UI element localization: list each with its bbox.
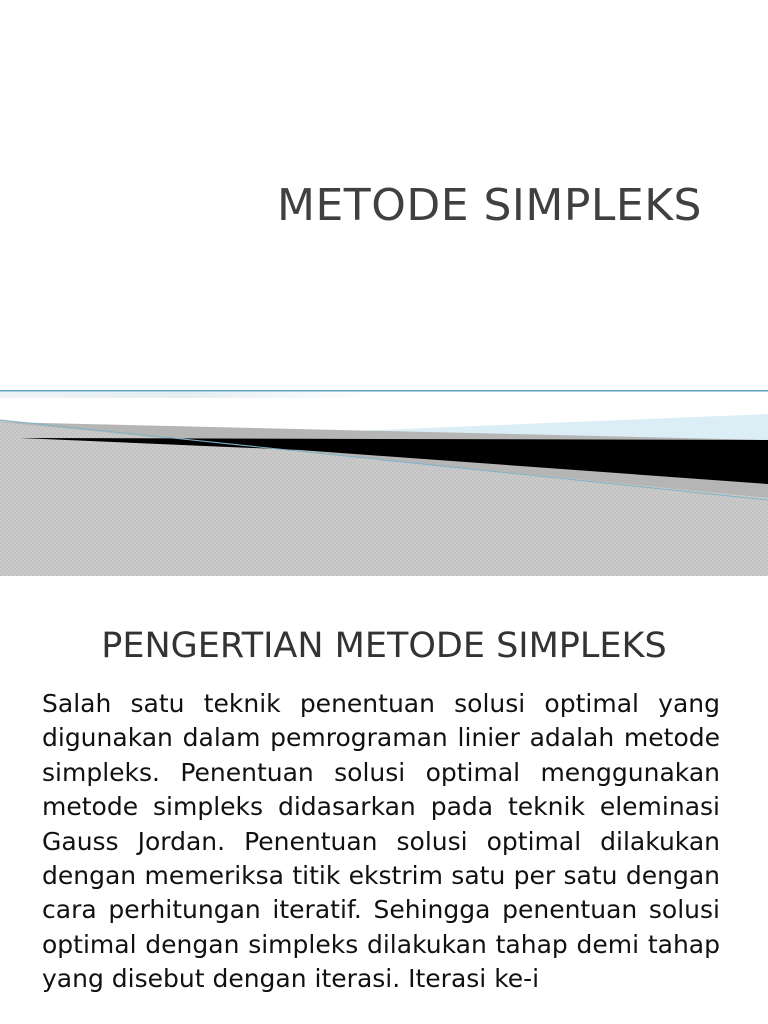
content-slide	[0, 576, 768, 1024]
accent-top-line	[0, 390, 768, 392]
accent-fade-strip	[0, 392, 380, 398]
slide-heading: PENGERTIAN METODE SIMPLEKS	[101, 626, 667, 666]
slide-title: METODE SIMPLEKS	[277, 180, 702, 231]
slide-body-text: Salah satu teknik penentuan solusi optimal yang digunakan dalam pemrograman linier adalah metode simpleks. Penentuan solusi optimal menggunakan metode simpleks didasarkan pada teknik eleminasi Gauss Jordan. Penentuan solusi optimal dilakukan dengan memeriksa titik ekstrim satu per satu dengan cara perhitungan iteratif. Sehingga penentuan solusi optimal dengan simpleks dilakukan tahap demi tahap yang disebut dengan iterasi. Iterasi ke-i	[42, 689, 720, 994]
decorative-band	[0, 380, 768, 576]
